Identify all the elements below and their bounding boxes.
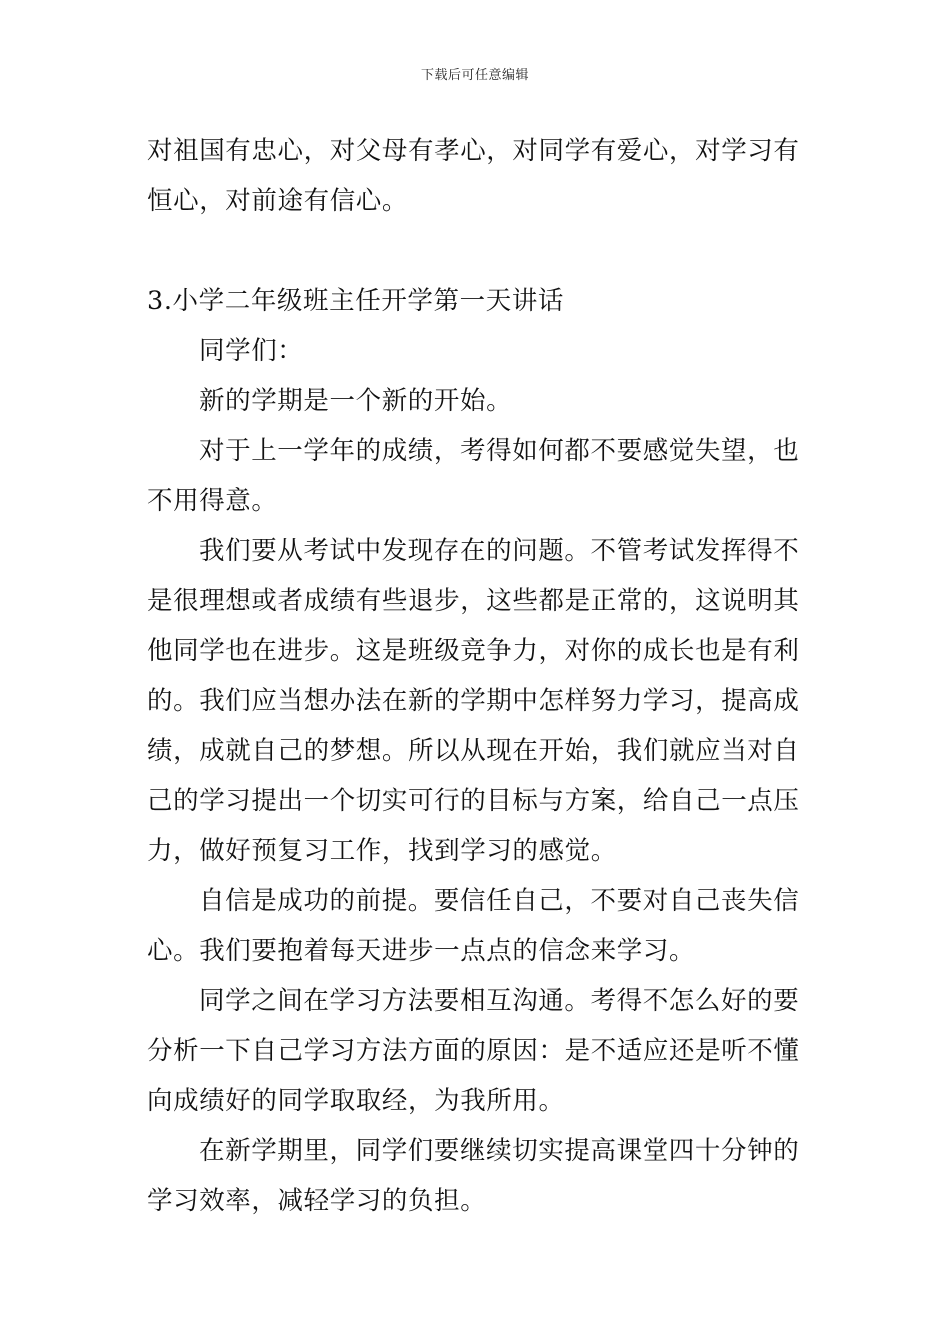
blank-line [147, 226, 807, 276]
salutation: 同学们： [199, 336, 304, 366]
document-body [147, 126, 807, 1226]
page-header: 下载后可任意编辑 [420, 68, 529, 83]
text-line-1: 对祖国有忠心，对父母有孝心，对同学有爱心，对学习有 [147, 136, 800, 166]
paragraph-line: 新的学期是一个新的开始。 [199, 386, 513, 416]
paragraph-line: 是很理想或者成绩有些退步，这些都是正常的，这说明其 [147, 586, 800, 616]
paragraph-line: 向成绩好的同学取取经，为我所用。 [147, 1086, 565, 1116]
paragraph-line: 在新学期里，同学们要继续切实提高课堂四十分钟的 [199, 1136, 800, 1166]
section-heading: 3.小学二年级班主任开学第一天讲话 [147, 286, 565, 316]
paragraph-line: 我们要从考试中发现存在的问题。不管考试发挥得不 [199, 536, 800, 566]
paragraph-line: 绩，成就自己的梦想。所以从现在开始，我们就应当对自 [147, 736, 800, 766]
paragraph-line: 的。我们应当想办法在新的学期中怎样努力学习，提高成 [147, 686, 800, 716]
paragraph-line: 学习效率，减轻学习的负担。 [147, 1186, 487, 1216]
paragraph-line: 不用得意。 [147, 486, 278, 516]
paragraph-line: 力，做好预复习工作，找到学习的感觉。 [147, 836, 617, 866]
paragraph-line: 对于上一学年的成绩，考得如何都不要感觉失望，也 [199, 436, 800, 466]
paragraph-line: 他同学也在进步。这是班级竞争力，对你的成长也是有利 [147, 636, 800, 666]
paragraph-line: 己的学习提出一个切实可行的目标与方案，给自己一点压 [147, 786, 800, 816]
paragraph-line: 分析一下自己学习方法方面的原因：是不适应还是听不懂 [147, 1036, 800, 1066]
paragraph-line: 自信是成功的前提。要信任自己，不要对自己丧失信 [199, 886, 800, 916]
text-line-2: 恒心，对前途有信心。 [147, 186, 409, 216]
paragraph-line: 同学之间在学习方法要相互沟通。考得不怎么好的要 [199, 986, 800, 1016]
paragraph-line: 心。我们要抱着每天进步一点点的信念来学习。 [147, 936, 696, 966]
